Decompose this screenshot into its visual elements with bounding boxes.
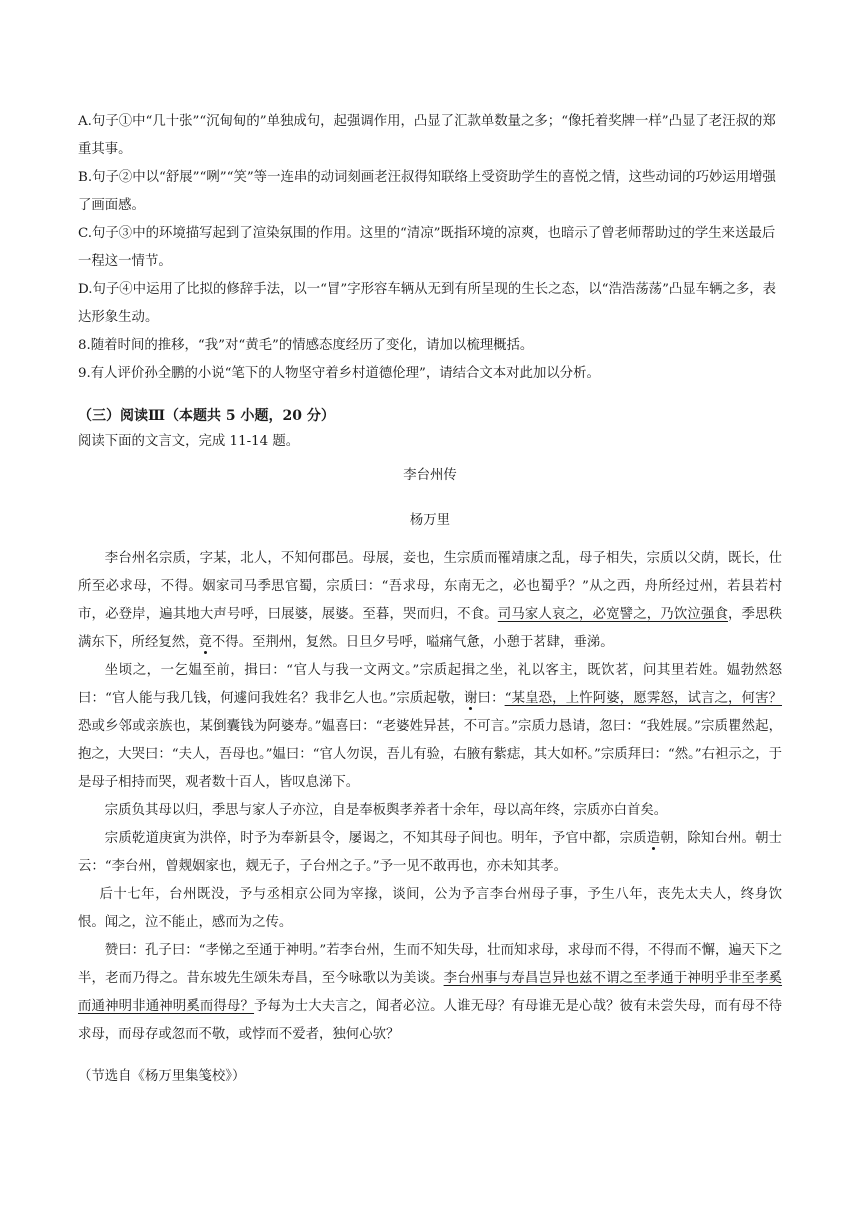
option-b: B.句子②中以“舒展”“咧”“笑”等一连串的动词刻画老汪叔得知联络上受资助学生的喜悦之情，这些动词的巧妙运用增强了画面感。 [78, 170, 776, 213]
paragraph-1 [78, 545, 782, 657]
article-author: 杨万里 [409, 513, 451, 528]
text-run: 曰： [477, 691, 505, 706]
text-run: 宗质乾道庚寅为洪倅，时予为奉新县令，屡谒之，不知其母子间也。明年，予官中都，宗质 [104, 831, 647, 846]
paragraph-4 [78, 825, 782, 881]
text-run: 赞曰：孔子曰：“孝悌之至通于神明。”若李台州，生而不知失母，壮而知求母，求母而不得，不得而不懈，遍天下之半，老而乃得之。昔东坡先生颂朱寿昌，至今咏歌以为美谈。 [78, 943, 782, 986]
text-run: 坐顷之，一乞媪至前，揖曰：“官人与我一文两文。”宗质起揖之坐，礼以客主，既饮茗，问其里若姓。媪勃然怒曰：“官人能与我几钱，何遽问我姓名？我非乞人也。”宗质起敬， [78, 663, 782, 706]
underlined-sentence-3: 李台州事与寿昌岂异也兹不谓之至孝通于神明乎非至孝奚而通神明非通神明奚而得母？ [78, 971, 783, 1014]
paragraph-2 [78, 657, 782, 797]
text-run: 朝，除知台州。朝士云：“李台州，曾觌姻家也，觌无子，子台州之子。”予一见不敢再也，亦未知其孝。 [78, 831, 783, 874]
option-d: D.句子④中运用了比拟的修辞手法，以一“冒”字形容车辆从无到有所呈现的生长之态，以“浩浩荡荡”凸显车辆之多，表达形象生动。 [78, 282, 777, 325]
paragraph-3: 宗质负其母以归，季思与家人子亦泣，自是奉板舆孝养者十余年，母以高年终，宗质亦白首矣。 [104, 803, 668, 818]
dotted-word-xie: 谢 [464, 691, 478, 706]
article-body [78, 545, 782, 1049]
text-run: 恐或乡邻或亲族也，某倒囊钱为阿婆寿。”媪喜曰：“老婆姓异甚，不可言。”宗质力恳请，忽曰：“我姓展。”宗质瞿然起，抱之，大哭曰：“夫人，吾母也。”媪曰：“官人勿误，吾儿有验，右腋有紫痣，其大如杯。”宗质拜曰：“然。”右袒示之，于是母子相持而哭，观者数十百人，皆叹息涕下。 [78, 719, 782, 790]
option-c: C.句子③中的环境描写起到了渲染氛围的作用。这里的“清凉”既指环境的凉爽，也暗示了曾老师帮助过的学生来送最后一程这一情节。 [78, 226, 776, 269]
question-list [78, 108, 782, 388]
text-run: 李台州名宗质，字某，北人，不知何郡邑。母展，妾也，生宗质而罹靖康之乱，母子相失，宗质以父荫，既长，仕所至必求母，不得。姻家司马季思官蜀，宗质曰：“吾求母，东南无之，必也蜀乎？”从之西，舟所经过州，若县若村市，必登岸，遍其地大声号呼，曰展婆，展婆。至暮，哭而归，不食。 [78, 551, 782, 622]
option-a: A.句子①中“几十张”“沉甸甸的”单独成句，起强调作用，凸显了汇款单数量之多；“像托着奖牌一样”凸显了老汪叔的郑重其事。 [78, 114, 776, 157]
underlined-sentence-1: 司马家人哀之，必宽譬之，乃饮泣强食 [497, 607, 728, 622]
underlined-sentence-2: “某皇恐，上忤阿婆，愿霁怒，试言之，何害？ [504, 691, 782, 706]
section-instruction: 阅读下面的文言文，完成 11-14 题。 [78, 434, 300, 449]
source-note: （节选自《杨万里集笺校》） [78, 1069, 246, 1084]
article-title: 李台州传 [403, 468, 457, 483]
text-run: 不得。至荆州，复然。日旦夕号呼，嗌痛气惫，小憩于茗肆，垂涕。 [211, 635, 614, 650]
dotted-word-zao: 造 [646, 831, 661, 846]
question-8: 8.随着时间的推移，“我”对“黄毛”的情感态度经历了变化，请加以梳理概括。 [78, 338, 534, 353]
dotted-word-jing: 竟 [198, 635, 212, 650]
paragraph-5: 后十七年，台州既没，予与丞相京公同为宰掾，谈间，公为予言李台州母子事，予生八年，丧先太夫人，终身饮恨。闻之，泣不能止，感而为之传。 [78, 887, 782, 930]
text-run: ，季思秩满东下，所经复然， [78, 607, 782, 650]
text-run: 予每为士大夫言之，闻者必泣。人谁无母？有母谁无是心哉？彼有未尝失母，而有母不待求母，而母存或忽而不敬，或悖而不爱者，独何心欤？ [78, 999, 783, 1042]
paragraph-6 [78, 937, 782, 1049]
section-heading: （三）阅读Ⅲ（本题共 5 小题，20 分） [78, 408, 335, 424]
question-9: 9.有人评价孙全鹏的小说“笔下的人物坚守着乡村道德伦理”，请结合文本对此加以分析。 [78, 366, 600, 381]
